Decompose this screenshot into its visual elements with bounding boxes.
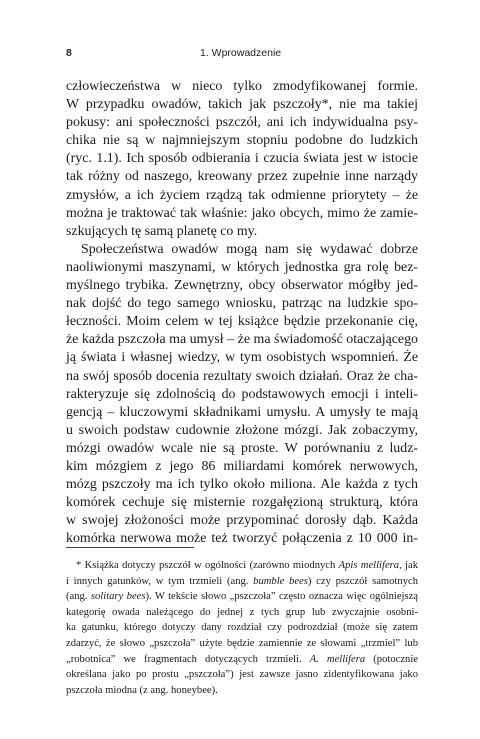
text-line: W przypadku owadów, takich jak pszczoły*, nie ma takiej [66,97,418,113]
footnote-line: kategorię owada należącego do jednej z tych grup lub zwyczajnie osobni- [66,606,418,618]
text-line: u swoich podstaw cudownie złożone mózgi. Jak zobaczymy, [66,422,418,438]
footnote [66,558,418,698]
text-line: mózgi owadów wcale nie są proste. W porównaniu z ludz- [66,440,418,456]
text-line: komórek cechuje się misternie rozgałęzioną strukturą, która [66,495,418,511]
footnote-line: określana jako po prostu „pszczoła”) jest zawsze jasno zidentyfikowana jako [66,669,418,681]
footnote-line: zdarzyć, że słowo „pszczoła” użyte będzie zamiennie ze słowami „trzmiel” lub [66,637,418,649]
chapter-title: 1. Wprowadzenie [200,47,282,59]
text-line: nak dojść do tego samego wniosku, patrząc na ludzkie spo- [66,296,418,312]
text-line: ją świata i własnej wiedzy, w tym osobistych wspomnień. Że [66,350,418,366]
text-line: człowieczeństwa w nieco tylko zmodyfikowanej formie. [66,79,418,94]
text-line: kim mózgiem z jego 86 miliardami komórek nerwowych, [66,458,418,474]
text-line: pokusy: ani społeczności pszczół, ani ich indywidualna psy- [66,115,418,131]
running-head [66,47,416,63]
footnote-line: ka gatunku, którego dotyczy dany rozdział czy podrozdział (może się zatem [66,622,418,634]
text-line: że każda pszczoła ma umysł – że ma świadomość otaczającego [66,332,418,348]
text-line: można je traktować tak właśnie: jako obcych, mimo że zamie- [66,205,418,221]
text-line: zmysłów, a ich życiem rządzą tak odmienne priorytety – że [66,187,418,203]
text-line: gencją – kluczowymi składnikami umysłu. A umysły te mają [66,404,418,420]
text-line: łeczności. Moim celem w tej książce będzie przekonanie cię, [66,314,418,330]
text-line: komórka nerwowa może też tworzyć połączenia z 10 000 in- [66,531,418,547]
text-line: Społeczeństwa owadów mogą nam się wydawać dobrze [81,241,418,257]
text-line: chika nie są w najmniejszym stopniu podobne do ludzkich [66,133,418,149]
footnote-line: (ang. solitary bees). W tekście słowo „pszczoła” często oznacza więc ogólniejszą [66,591,419,603]
text-line: na swój sposób docenia rezultaty swoich działań. Oraz że cha- [66,368,418,384]
text-line: szkujących tę samą planetę co my. [66,223,258,239]
footnote-line: i innych gatunków, w tym trzmieli (ang. bumble bees) czy pszczół samotnych [66,575,418,587]
text-line: mózg pszczoły ma ich tylko około miliona. Ale każda z tych [66,477,418,493]
text-line: w swojej złożoności może przypominać dorosły dąb. Każda [66,513,418,529]
footnote-divider [66,547,194,548]
text-line: rakteryzuje się zdolnością do podstawowych emocji i inteli- [66,386,418,402]
footnote-line: * Książka dotyczy pszczół w ogólności (zarówno miodnych Apis mellifera, jak [76,560,418,571]
footnote-line: pszczoła miodna (z ang. honeybee). [66,684,218,696]
text-line: myślnego trybika. Zewnętrzny, obcy obserwator mógłby jed- [66,278,418,294]
body-text [66,78,418,548]
text-line: tak różny od naszego, kreowany przez zupełnie inne narządy [66,169,418,185]
page-number: 8 [66,47,72,59]
footnote-line: „robotnica” we fragmentach dotyczących trzmieli. A. mellifera (potocznie [66,653,418,665]
text-line: naoliwionymi maszynami, w których jednostka gra rolę bez- [66,259,418,275]
text-line: (ryc. 1.1). Ich sposób odbierania i czucia świata jest w istocie [66,151,418,167]
